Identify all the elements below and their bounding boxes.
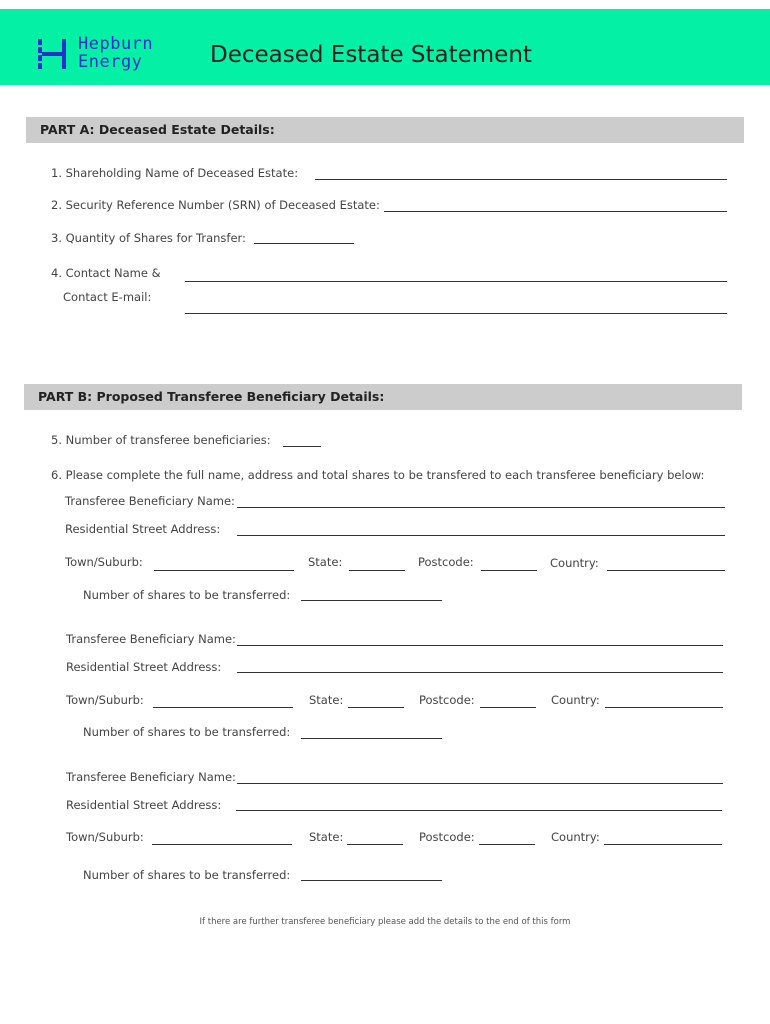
address-label: Residential Street Address: [65,522,221,536]
shares-label: Number of shares to be transferred: [83,725,291,739]
town-label: Town/Suburb: [66,693,144,707]
q4-email-label: Contact E-mail: [63,290,152,304]
logo-h-icon [38,37,68,71]
state-field[interactable] [348,707,404,708]
state-label: State: [308,555,343,569]
address-field[interactable] [237,672,723,673]
postcode-field[interactable] [479,844,535,845]
document-title: Deceased Estate Statement [210,42,532,68]
postcode-field[interactable] [481,570,537,571]
address-label: Residential Street Address: [66,798,222,812]
contact-name-field[interactable] [185,281,727,282]
q2-label: 2. Security Reference Number (SRN) of Deceased Estate: [51,198,380,212]
town-field[interactable] [153,707,293,708]
address-label: Residential Street Address: [66,660,222,674]
logo-wordmark [78,35,153,71]
part-b-heading: PART B: Proposed Transferee Beneficiary Details: [24,384,742,410]
country-label: Country: [550,556,599,570]
shares-field[interactable] [301,600,442,601]
company-logo [38,34,178,77]
beneficiary-name-label: Transferee Beneficiary Name: [66,770,236,784]
postcode-label: Postcode: [419,693,475,707]
beneficiary-name-label: Transferee Beneficiary Name: [65,494,235,508]
shares-field[interactable] [301,880,442,881]
town-label: Town/Suburb: [65,555,143,569]
shares-label: Number of shares to be transferred: [83,868,291,882]
q6-label: 6. Please complete the full name, address and total shares to be transfered to each transferee beneficiary below: [51,468,705,482]
address-field[interactable] [236,810,722,811]
town-label: Town/Suburb: [66,830,144,844]
town-field[interactable] [152,844,292,845]
shares-field[interactable] [301,738,442,739]
postcode-label: Postcode: [418,555,474,569]
postcode-field[interactable] [480,707,536,708]
town-field[interactable] [154,570,294,571]
country-field[interactable] [604,844,722,845]
postcode-label: Postcode: [419,830,475,844]
beneficiary-name-field[interactable] [237,507,725,508]
beneficiary-name-field[interactable] [237,645,723,646]
q1-label: 1. Shareholding Name of Deceased Estate: [51,166,299,180]
q3-label: 3. Quantity of Shares for Transfer: [51,231,246,245]
shares-label: Number of shares to be transferred: [83,588,291,602]
beneficiary-name-label: Transferee Beneficiary Name: [66,632,236,646]
state-label: State: [309,693,344,707]
q5-field[interactable] [283,446,321,447]
state-field[interactable] [349,570,405,571]
country-field[interactable] [607,570,725,571]
q4-name-label: 4. Contact Name & [51,266,161,280]
header-banner [0,9,770,85]
q1-field[interactable] [315,179,727,180]
q2-field[interactable] [384,211,727,212]
q3-field[interactable] [254,243,354,244]
country-field[interactable] [605,707,723,708]
country-label: Country: [551,830,600,844]
state-field[interactable] [347,844,403,845]
part-a-heading: PART A: Deceased Estate Details: [26,117,744,143]
address-field[interactable] [237,535,725,536]
beneficiary-name-field[interactable] [237,783,723,784]
q5-label: 5. Number of transferee beneficiaries: [51,433,271,447]
logo-line1: Hepburn [78,34,154,54]
logo-line2: Energy [78,52,143,72]
country-label: Country: [551,693,600,707]
footer-note: If there are further transferee beneficiary please add the details to the end of this form [199,917,571,927]
state-label: State: [309,830,344,844]
contact-email-field[interactable] [185,313,727,314]
